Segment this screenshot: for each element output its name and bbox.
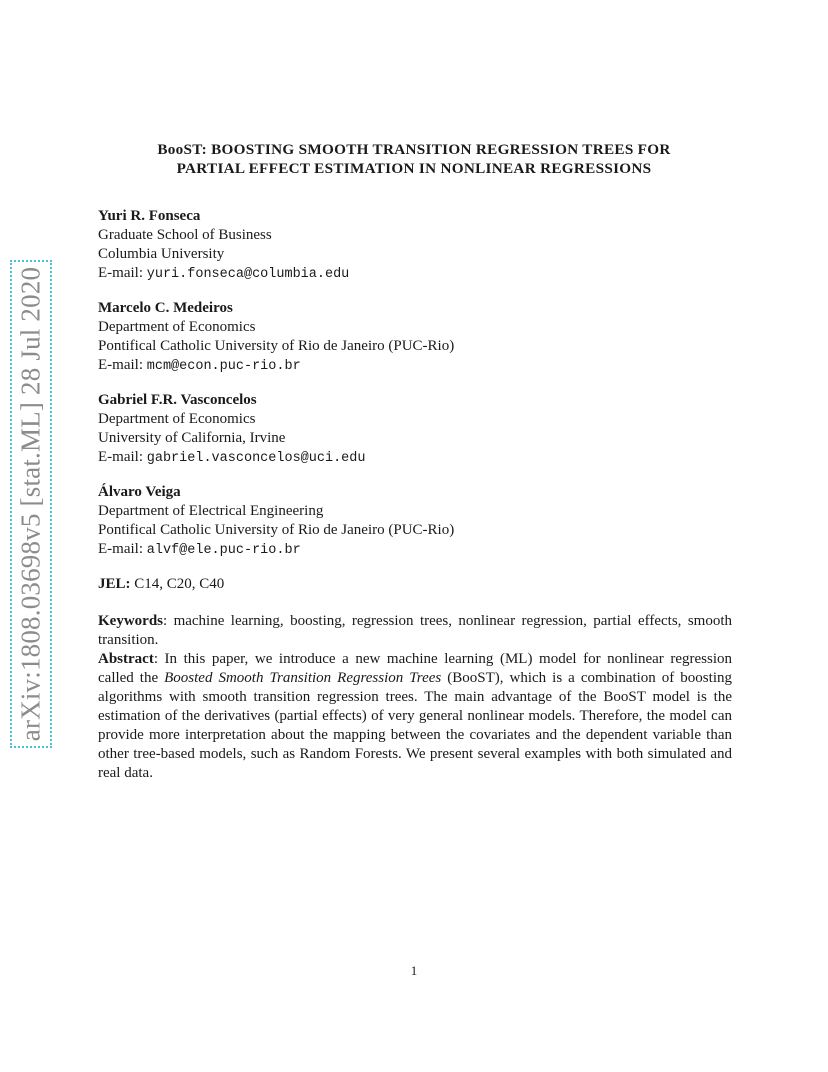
jel-label: JEL: (98, 576, 131, 592)
author-email[interactable]: yuri.fonseca@columbia.edu (146, 267, 350, 282)
arxiv-identifier[interactable]: arXiv:1808.03698v5 [stat.ML] 28 Jul 2020 (15, 266, 46, 742)
author-affiliation: Columbia University (98, 246, 225, 262)
abstract-text-start: : In this paper, we introduce a new machine learning (ML) model for nonlinear regression called the (98, 651, 732, 686)
author-email-line (98, 264, 732, 284)
author-email-line (98, 540, 732, 560)
author-email-line (98, 448, 732, 468)
author-affiliation: Department of Economics (98, 411, 256, 427)
page-number: 1 (410, 963, 418, 978)
jel-values: C14, C20, C40 (134, 576, 225, 592)
jel-codes (98, 575, 732, 594)
abstract-emphasis: Boosted Smooth Transition Regression Trees (164, 670, 442, 686)
title-line-1: BooST: BOOSTING SMOOTH TRANSITION REGRESSION TREES FOR (157, 141, 671, 158)
author-affiliation: Pontifical Catholic University of Rio de Janeiro (PUC-Rio) (98, 338, 455, 354)
keywords-label: Keywords (98, 613, 163, 629)
author-affiliation: Pontifical Catholic University of Rio de Janeiro (PUC-Rio) (98, 522, 455, 538)
author-name: Álvaro Veiga (98, 484, 181, 500)
author-email[interactable]: alvf@ele.puc-rio.br (146, 543, 301, 558)
author-affiliation: Department of Economics (98, 319, 256, 335)
author-name: Marcelo C. Medeiros (98, 300, 233, 316)
email-label: E-mail: (98, 449, 143, 465)
abstract-text-end: (BooST), which is a combination of boosting algorithms with smooth transition regression trees. The main advantage of the BooST model is the estimation of the derivatives (partial effects) of very general nonlinear models. Therefore, the model can provide more interpretation about the mapping between the covariates and the dependent variable than other tree-based models, such as Random Forests. We present several examples with both simulated and real data. (98, 670, 732, 781)
author-block (98, 207, 732, 284)
author-name: Yuri R. Fonseca (98, 208, 201, 224)
title-line-2: PARTIAL EFFECT ESTIMATION IN NONLINEAR REGRESSIONS (176, 160, 652, 177)
email-label: E-mail: (98, 357, 143, 373)
email-label: E-mail: (98, 265, 143, 281)
author-email[interactable]: mcm@econ.puc-rio.br (146, 359, 301, 374)
abstract-paragraph (98, 650, 732, 783)
author-affiliation: University of California, Irvine (98, 430, 286, 446)
arxiv-sidebar-stamp (10, 260, 52, 748)
author-email[interactable]: gabriel.vasconcelos@uci.edu (146, 451, 366, 466)
keywords-text: : machine learning, boosting, regression trees, nonlinear regression, partial effects, smooth transition. (98, 613, 732, 648)
paper-title (70, 140, 758, 178)
author-block (98, 391, 732, 468)
author-affiliation: Department of Electrical Engineering (98, 503, 324, 519)
email-label: E-mail: (98, 541, 143, 557)
author-affiliation: Graduate School of Business (98, 227, 272, 243)
author-block (98, 483, 732, 560)
keywords-paragraph (98, 612, 732, 650)
author-name: Gabriel F.R. Vasconcelos (98, 392, 257, 408)
front-matter (98, 207, 732, 783)
author-email-line (98, 356, 732, 376)
author-block (98, 299, 732, 376)
abstract-label: Abstract (98, 651, 154, 667)
